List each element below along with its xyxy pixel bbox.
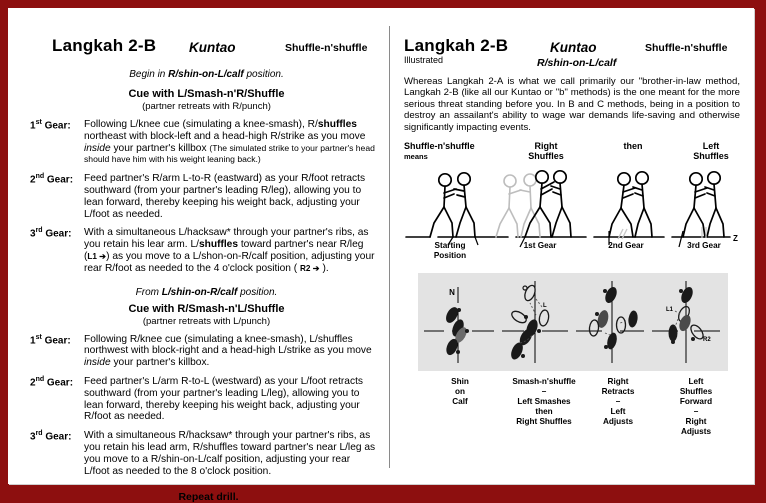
gear-list-a	[8, 119, 389, 275]
footprint-caption-3: Left Shuffles Forward – Right Adjusts	[679, 377, 713, 437]
footprint-caption-0: Shin on Calf	[451, 377, 469, 407]
gear-text: northeast with block-left and a head-high R/strike as you move	[84, 130, 366, 142]
gear-text: toward partner's near R/leg (	[84, 239, 364, 262]
right-header-right: Shuffle-n'shuffle	[645, 42, 728, 54]
begin-prefix: Begin in	[129, 69, 169, 80]
from-strong: L/shin-on-R/calf	[161, 286, 238, 298]
cue-b-sub: (partner retreats with L/punch)	[142, 315, 271, 327]
figure-caption-3: 3rd Gear	[687, 241, 721, 251]
footprints-start	[444, 288, 470, 357]
intro-paragraph: Whereas Langkah 2-A is what we call primarily our "brother-in-law method, Langkah 2-B (like all our Kuntao or "b" methods) is the one meant for the more serious threat standing before you. In B and C methods, being in a position to destroy an assailant's ability to wage war demands life-saving and otherwise significantly impacting events.	[404, 76, 740, 133]
gear-text-note: (The simulated strike to your partner's head should have him with his weight leaning back.)	[84, 142, 375, 165]
gear-label: 2nd Gear:	[30, 173, 74, 186]
figure-pair-start	[430, 173, 478, 245]
gear-text: Feed partner's R/arm L-to-R (eastward) as your R/foot retracts southward (from your partner's leading R/leg), allowing you to lean forward, thereby keeping his weight back, adjusting your L/foot as needed.	[84, 173, 366, 220]
compass-z-label: Z	[733, 234, 738, 244]
begin-strong: R/shin-on-L/calf	[168, 69, 244, 80]
repeat-drill-label: Repeat drill.	[178, 491, 239, 503]
gear-text: Following R/knee cue (simulating a knee-smash), L/shuffles northwest with block-right and a head-high L/strike as you move	[84, 333, 372, 357]
begin-suffix: position.	[243, 69, 284, 80]
footprint-marker-R2: R2	[703, 337, 711, 344]
gear-text: ).	[319, 262, 329, 274]
footprint-svg	[390, 273, 754, 373]
gear-text-bold: shuffles	[317, 119, 357, 130]
left-column	[8, 8, 389, 503]
right-title: Langkah 2-B	[404, 36, 509, 55]
footprint-caption-2: Right Retracts – Left Adjusts	[601, 377, 635, 427]
figure-pair-gear2	[609, 172, 652, 245]
gear-text-italic: inside	[84, 142, 111, 154]
left-header-right: Shuffle-n'shuffle	[285, 42, 368, 54]
figure-label-2: then	[623, 141, 643, 152]
cue-a: Cue with L/Smash-n'R/Shuffle	[128, 88, 285, 100]
gear-label: 3rd Gear:	[30, 227, 72, 240]
gear-description	[84, 430, 377, 477]
gear-description	[84, 173, 377, 220]
gear-text-bold: shuffles	[198, 239, 239, 251]
document-page	[8, 8, 754, 503]
figure-caption-1: 1st Gear	[523, 241, 557, 251]
gear-text: Following L/knee cue (simulating a knee-smash), R/	[84, 119, 318, 130]
gear-row	[8, 376, 389, 423]
footprints-gear2	[589, 285, 639, 350]
begin-position-line	[8, 69, 389, 80]
right-header	[390, 36, 754, 69]
gear-text-marker: L1 ➔	[87, 251, 107, 261]
footprint-diagram	[390, 273, 754, 373]
gear-row	[8, 430, 389, 477]
from-prefix: From	[135, 286, 162, 298]
compass-n-label: N	[449, 288, 455, 298]
left-title: Langkah 2-B	[52, 36, 157, 55]
gear-text: your partner's killbox	[110, 142, 210, 154]
gear-list-b	[8, 334, 389, 478]
gear-label: 1st Gear:	[30, 333, 71, 346]
gear-text: With a simultaneous L/hacksaw* through your partner's ribs, as you retain his lear arm. L/	[84, 227, 369, 251]
gear-label: 2nd Gear:	[30, 375, 74, 389]
gear-row	[8, 119, 389, 166]
gear-label: 3rd Gear:	[30, 430, 72, 443]
figure-label-0-main: Shuffle-n'shuffle	[404, 141, 475, 152]
cue-a-sub: (partner retreats with R/punch)	[142, 101, 271, 112]
right-header-middle: Kuntao	[550, 40, 597, 55]
figure-caption-2: 2nd Gear	[608, 241, 644, 251]
footprint-marker-L: L	[543, 303, 547, 310]
gear-row	[8, 334, 389, 369]
footprint-caption-1: Smash-n'shuffle – Left Smashes then Right Shuffles	[512, 377, 576, 427]
right-column	[390, 8, 754, 484]
gear-text: ) as you move to a L/shon-on-R/calf position, adjusting your rear R/foot as needed to the 4 o'clock position (	[84, 250, 375, 274]
gear-description	[84, 334, 377, 369]
gear-text-marker: R2 ➔	[300, 263, 320, 273]
footprint-captions	[390, 377, 754, 437]
right-header-middle-sub: R/shin-on-L/calf	[537, 57, 617, 69]
figure-label-1: Right Shuffles	[528, 141, 564, 162]
gear-text-italic: inside	[84, 357, 111, 369]
gear-text: your partner's killbox.	[110, 357, 210, 369]
gear-row	[8, 173, 389, 220]
figure-label-0-sub: means	[404, 152, 428, 162]
gear-description	[84, 227, 377, 274]
right-subtitle: Illustrated	[404, 55, 444, 65]
from-suffix: position.	[237, 286, 278, 298]
gear-text: Feed partner's L/arm R-to-L (westward) as your L/foot retracts southward (from your partner's leading L/leg), allowing you to lean forward, thereby keeping his weight back, adjusting your R/foot as needed.	[84, 375, 363, 423]
footprints-gear3	[666, 285, 711, 344]
footprint-marker-L1: L1	[666, 307, 674, 314]
footprints-gear1	[509, 284, 550, 361]
gear-text: With a simultaneous R/hacksaw* through your partner's ribs, as you retain his lead arm, R/shuffles toward partner's near L/leg as you move to a R/shin-on-L/calf position, adjusting your rear L/foot as needed to the 8 o'clock position.	[84, 430, 376, 477]
figure-pair-gear1	[496, 171, 571, 247]
cue-b: Cue with R/Smash-n'L/Shuffle	[128, 302, 285, 315]
gear-description	[84, 119, 377, 166]
figure-caption-0: Starting Position	[433, 241, 467, 260]
figure-pair-gear3	[679, 172, 738, 247]
figure-label-3: Left Shuffles	[693, 141, 729, 162]
gear-description	[84, 376, 377, 423]
stick-figure-illustration	[390, 141, 754, 259]
left-header-middle: Kuntao	[189, 40, 236, 55]
gear-row	[8, 227, 389, 274]
from-position-line	[8, 287, 389, 298]
left-header	[8, 36, 389, 60]
gear-label: 1st Gear:	[30, 119, 71, 132]
